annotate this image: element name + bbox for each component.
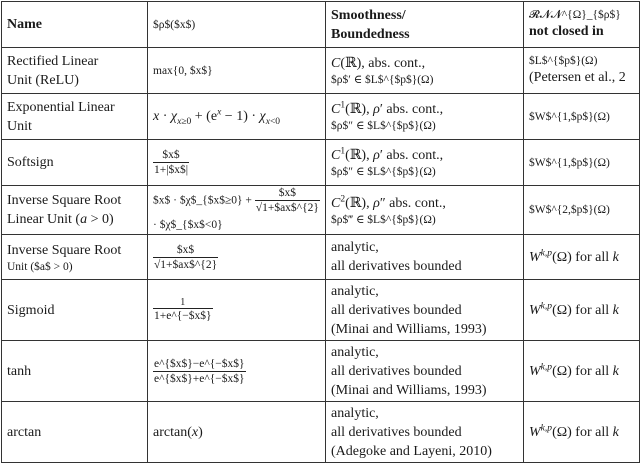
fraction-denominator: √1+$ax$^{2} [154,258,218,271]
smoothness-line: all derivatives bounded [331,302,462,318]
header-smoothness-line: Boundedness [331,26,410,42]
fraction-numerator: 1 [153,297,213,309]
header-smoothness [326,2,524,48]
cell-not-closed-in [524,48,640,94]
formula-text: arctan(x) [153,424,203,440]
table-row [2,186,640,235]
cell-smoothness [326,94,524,140]
cell-smoothness [326,280,524,341]
fraction-denominator: 1+e^{−$x$} [154,310,212,322]
cell-formula [148,341,326,402]
cell-not-closed-in [524,94,640,140]
smoothness-line: (Adegoke and Layeni, 2010) [331,443,492,459]
header-not-closed-in [524,2,640,48]
cell-name [2,280,148,341]
cell-formula [148,402,326,463]
cell-name [2,48,148,94]
table-row [2,280,640,341]
cell-smoothness [326,48,524,94]
space-line: W$^{k,p}$(Ω) for all k [529,422,619,440]
space-line: $W$^{1,$p$}(Ω) [529,156,610,169]
table-row [2,341,640,402]
cell-not-closed-in [524,341,640,402]
formula-text: · $χ$_{$x$<0} [153,219,223,231]
smoothness-line: (Minai and Williams, 1993) [331,321,487,337]
name-line: Sigmoid [7,302,55,318]
space-line: W$^{k,p}$(Ω) for all k [529,300,619,318]
fraction-denominator: √1+$ax$^{2} [255,202,319,214]
smoothness-line: analytic, [331,405,379,421]
activation-functions-table [1,1,640,463]
fraction-denominator: 1+|$x$| [154,164,189,176]
fraction-denominator: e^{$x$}+e^{−$x$} [154,372,245,385]
cell-not-closed-in [524,402,640,463]
table-row [2,94,640,140]
cell-not-closed-in [524,280,640,341]
name-line: Unit [7,118,32,134]
smoothness-line: all derivatives bounded [331,259,462,274]
formula-text: $x \cdot \chi_{x\ge 0} + (e^x - 1) \cdot \chi_{x<0}$ [153,107,281,127]
space-line: $W$^{2,$p$}(Ω) [529,204,610,216]
smoothness-line: $C^1(ℝ)$, ρ′ abs. cont., [331,146,444,163]
smoothness-line: $ρ$′ ∈ $L$^{$p$}(Ω) [331,74,434,86]
smoothness-line: $C^1(ℝ)$, ρ′ abs. cont., [331,100,444,117]
cell-smoothness [326,140,524,186]
smoothness-line: analytic, [331,283,379,299]
fraction-numerator: $x$ [153,148,189,163]
space-line: W$^{k,p}$(Ω) for all k [529,247,619,265]
space-line: $L$^{$p$}(Ω) [529,55,598,67]
name-line: Inverse Square Root [7,193,122,208]
name-line: Exponential Linear [7,99,115,115]
formula-text: $x$ · $χ$_{$x$≥0} + [153,194,255,207]
name-line: arctan [7,424,42,440]
cell-formula [148,140,326,186]
header-name [2,2,148,48]
smoothness-line: $ρ$″ ∈ $L$^{$p$}(Ω) [331,166,436,178]
name-line: tanh [7,363,32,379]
smoothness-line: all derivatives bounded [331,363,462,379]
header-row [2,2,640,48]
header-rnn-symbol: 𝓡𝓝𝓝^{Ω}_{$ρ$} [529,9,621,21]
cell-not-closed-in [524,140,640,186]
cell-formula [148,186,326,235]
table-row [2,140,640,186]
name-line: Unit ($a$ > 0) [7,260,73,273]
formula-fraction [255,186,320,215]
formula-fraction [153,357,246,386]
cell-name [2,341,148,402]
smoothness-line: $ρ$″ ∈ $L$^{$p$}(Ω) [331,120,436,132]
name-line: Unit (ReLU) [7,72,79,88]
smoothness-line: analytic, [331,240,379,255]
header-rho-text: $ρ$($x$) [153,19,196,31]
cell-name [2,235,148,280]
table-row [2,48,640,94]
header-smoothness-line: Smoothness/ [331,7,406,23]
fraction-numerator: $x$ [255,186,320,201]
smoothness-line: all derivatives bounded [331,424,462,440]
fraction-numerator: $x$ [153,243,218,258]
name-line: Rectified Linear [7,53,99,69]
space-line: W$^{k,p}$(Ω) for all k [529,361,619,379]
name-line: Linear Unit (a > 0) [7,212,114,227]
cell-smoothness [326,341,524,402]
name-line: Inverse Square Root [7,242,122,258]
cell-smoothness [326,186,524,235]
cell-name [2,402,148,463]
fraction-numerator: e^{$x$}−e^{−$x$} [154,357,245,370]
formula-fraction [153,297,213,323]
cell-formula [148,280,326,341]
cell-smoothness [326,235,524,280]
formula-fraction [153,148,189,177]
cell-name [2,186,148,235]
smoothness-line: analytic, [331,344,379,360]
cell-not-closed-in [524,235,640,280]
smoothness-line: $C^2(ℝ)$, ρ″ abs. cont., [331,193,446,211]
formula-text: max{0, $x$} [153,65,213,77]
smoothness-line: C(ℝ), abs. cont., [331,56,426,71]
smoothness-line: (Minai and Williams, 1993) [331,382,487,398]
cell-formula [148,48,326,94]
table-row [2,402,640,463]
smoothness-line: $ρ$‴ ∈ $L$^{$p$}(Ω) [331,213,436,226]
header-name-text: Name [7,17,42,32]
name-line: Softsign [7,155,54,170]
cell-not-closed-in [524,186,640,235]
header-rho [148,2,326,48]
formula-fraction [153,243,218,272]
cell-name [2,94,148,140]
cell-smoothness [326,402,524,463]
cell-formula [148,94,326,140]
cell-formula [148,235,326,280]
space-line: (Petersen et al., 2 [529,70,626,85]
cell-name [2,140,148,186]
header-not-closed-line: not closed in [529,24,604,39]
space-line: $W$^{1,$p$}(Ω) [529,110,610,123]
table-row [2,235,640,280]
